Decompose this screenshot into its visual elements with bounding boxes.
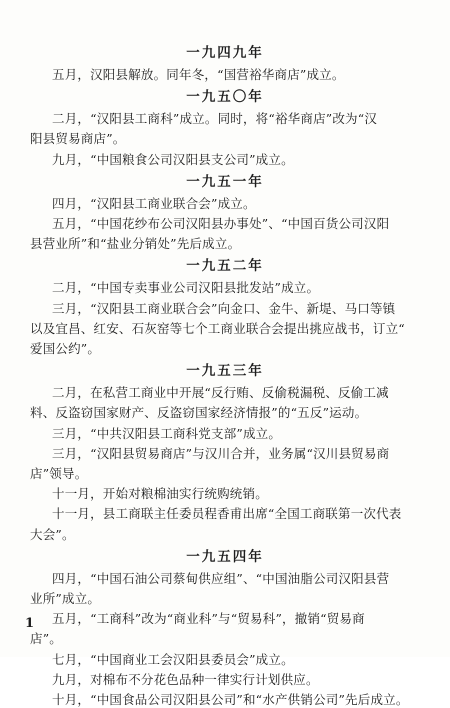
paragraph-line: 五月，汉阳县解放。同年冬，“国营裕华商店”成立。 [52,67,345,82]
paragraph-line: 二月，“汉阳县工商科”成立。同时，将“裕华商店”改为“汉 [52,111,378,126]
paragraph-line: 七月，“中国商业工会汉阳县委员会”成立。 [52,652,294,667]
paragraph-line: 十月，“中国食品公司汉阳县公司”和“水产供销公司”先后成立。 [52,692,409,707]
year-heading: 一九五三年 [186,363,264,380]
paragraph-line: 二月，在私营工商业中开展“反行贿、反偷税漏税、反偷工减 [52,385,389,400]
year-heading: 一九五二年 [186,258,264,275]
paragraph-line: 九月，对棉布不分花色品种一律实行计划供应。 [52,672,319,687]
paragraph-line: 县营业所”和“盐业分销处”先后成立。 [30,236,241,251]
paragraph-line: 十一月，县工商联主任委员程香甫出席“全国工商联第一次代表 [52,506,402,521]
paragraph-line: 三月，“中共汉阳县工商科党支部”成立。 [52,426,282,441]
paragraph-line: 二月，“中国专卖事业公司汉阳县批发站”成立。 [52,280,320,295]
paragraph-line: 以及宜昌、红安、石灰窑等七个工商业联合会提出挑应战书，订立“ [30,321,405,336]
page-number: 1 [25,616,35,631]
paragraph-line: 业所”成立。 [30,591,101,606]
paragraph-line: 三月，“汉阳县工商业联合会”向金口、金牛、新堤、马口等镇 [52,301,396,316]
paragraph-line: 九月，“中国粮食公司汉阳县支公司”成立。 [52,152,294,167]
paragraph-line: 料、反盗窃国家财产、反盗窃国家经济情报”的“五反”运动。 [30,405,368,420]
paragraph-line: 爱国公约”。 [30,341,101,356]
paragraph-line: 三月，“汉阳县贸易商店”与汉川合并，业务属“汉川县贸易商 [52,446,390,461]
paragraph-line: 四月，“中国石油公司蔡甸供应组”、“中国油脂公司汉阳县营 [52,571,390,586]
paragraph-line: 五月，“工商科”改为“商业科”与“贸易科”，撤销“贸易商 [52,611,365,626]
paragraph-line: 大会”。 [30,527,75,542]
paragraph-line: 十一月，开始对粮棉油实行统购统销。 [52,486,268,501]
year-heading: 一九四九年 [186,45,264,61]
paragraph-line: 店”领导。 [30,466,88,481]
paragraph-line: 四月，“汉阳县工商业联合会”成立。 [52,196,256,211]
paragraph-line: 五月，“中国花纱布公司汉阳县办事处”、“中国百货公司汉阳 [52,216,390,231]
year-heading: 一九五四年 [186,548,264,565]
paragraph-line: 阳县贸易商店”。 [30,131,126,146]
paragraph-line: 店”。 [30,631,62,646]
year-heading: 一九五一年 [186,173,264,190]
year-heading: 一九五〇年 [186,89,264,106]
